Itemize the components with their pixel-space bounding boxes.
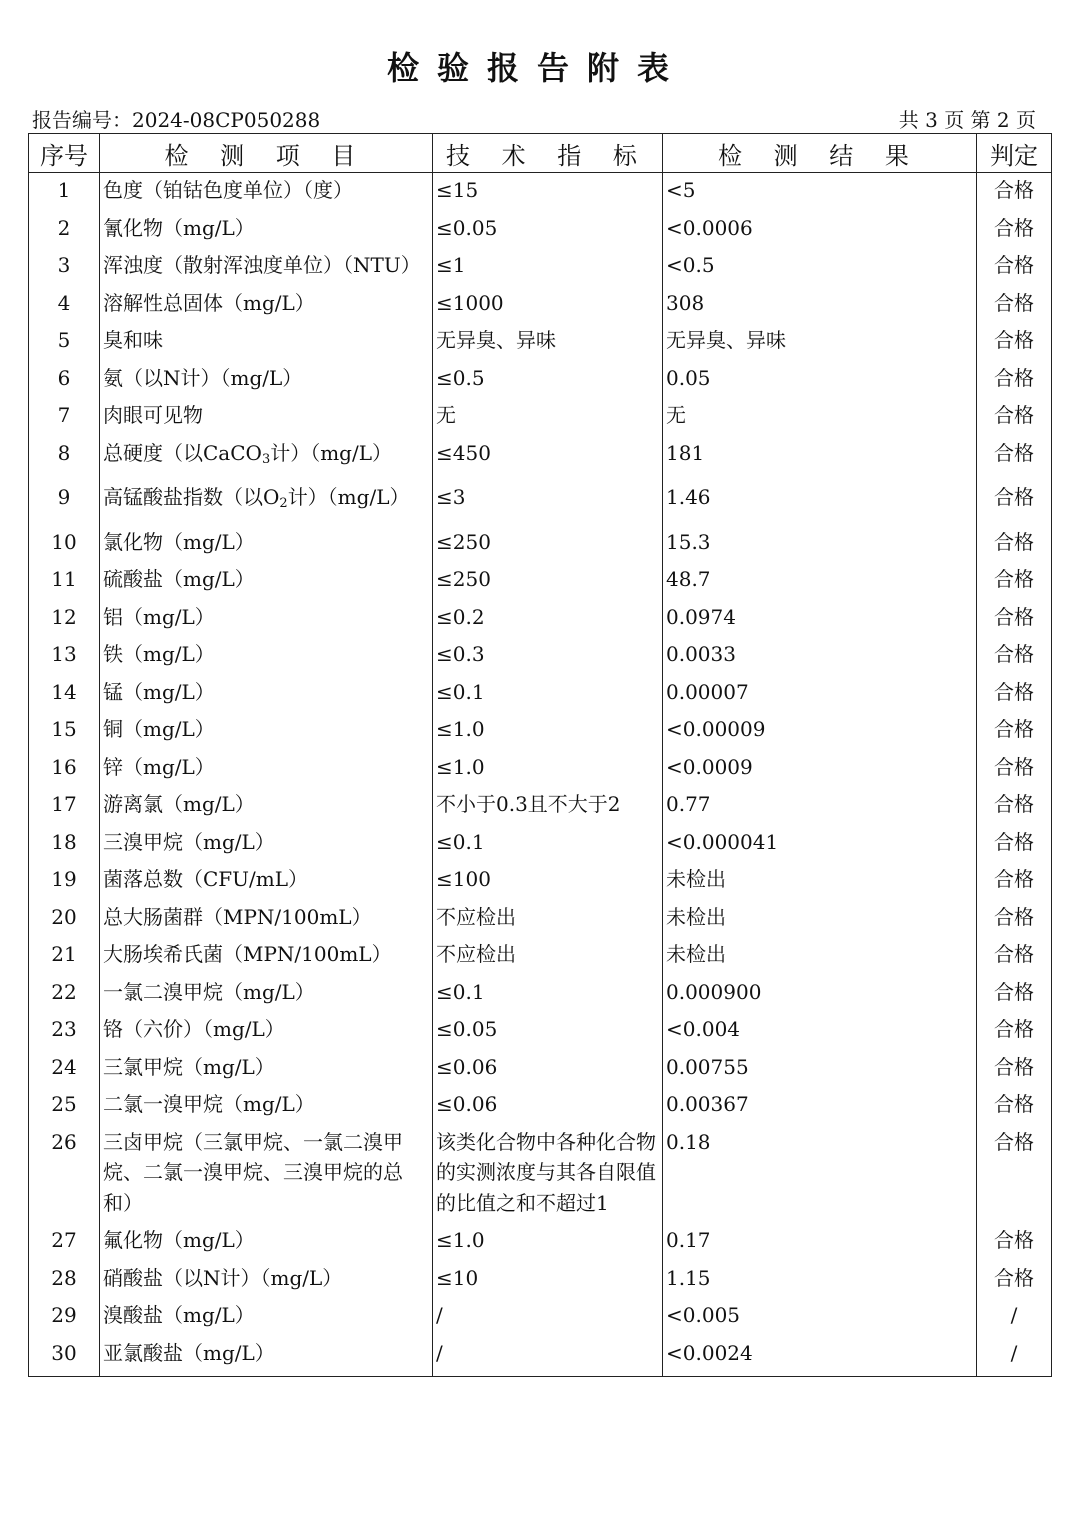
- row-result: 未检出: [663, 937, 977, 975]
- row-item: [100, 436, 433, 481]
- row-standard: ≤0.06: [433, 1050, 663, 1088]
- row-standard: 不小于0.3且不大于2: [433, 787, 663, 825]
- row-item: 铜（mg/L）: [100, 712, 433, 750]
- row-item: 大肠埃希氏菌（MPN/100mL）: [100, 937, 433, 975]
- row-number: 27: [29, 1223, 100, 1261]
- table-body: [29, 173, 1052, 1377]
- table-row: [29, 1298, 1052, 1336]
- row-standard: ≤1: [433, 248, 663, 286]
- row-judgement: 合格: [977, 211, 1052, 249]
- row-number: 22: [29, 975, 100, 1013]
- header-item: 检 测 项 目: [100, 134, 433, 173]
- row-judgement: 合格: [977, 173, 1052, 211]
- row-standard: /: [433, 1336, 663, 1377]
- row-number: 11: [29, 562, 100, 600]
- row-item-subscript: 2: [279, 496, 288, 511]
- table-row: [29, 787, 1052, 825]
- row-result: 未检出: [663, 900, 977, 938]
- page-info: 共 3 页 第 2 页: [898, 108, 1036, 132]
- row-item: 铝（mg/L）: [100, 600, 433, 638]
- row-item-text: 高锰酸盐指数（以O: [103, 485, 280, 509]
- table-row: [29, 1223, 1052, 1261]
- row-judgement: 合格: [977, 1125, 1052, 1224]
- row-number: 30: [29, 1336, 100, 1377]
- row-result: <0.005: [663, 1298, 977, 1336]
- row-result: 0.000900: [663, 975, 977, 1013]
- table-row: [29, 173, 1052, 211]
- row-judgement: 合格: [977, 637, 1052, 675]
- row-result: <0.0006: [663, 211, 977, 249]
- row-result: 无异臭、异味: [663, 323, 977, 361]
- row-item: 氨（以N计）（mg/L）: [100, 361, 433, 399]
- row-judgement: 合格: [977, 525, 1052, 563]
- row-number: 10: [29, 525, 100, 563]
- header-standard: 技 术 指 标: [433, 134, 663, 173]
- row-item: 三氯甲烷（mg/L）: [100, 1050, 433, 1088]
- row-result: <0.004: [663, 1012, 977, 1050]
- table-row: [29, 323, 1052, 361]
- row-judgement: 合格: [977, 750, 1052, 788]
- row-judgement: 合格: [977, 675, 1052, 713]
- row-result: 15.3: [663, 525, 977, 563]
- row-item: 亚氯酸盐（mg/L）: [100, 1336, 433, 1377]
- report-number-value: 2024-08CP050288: [132, 108, 321, 132]
- row-standard: ≤0.05: [433, 211, 663, 249]
- results-table: [28, 133, 1052, 1377]
- table-row: [29, 398, 1052, 436]
- row-standard: ≤450: [433, 436, 663, 481]
- table-row: [29, 1336, 1052, 1377]
- table-row: [29, 1087, 1052, 1125]
- row-result: 0.0033: [663, 637, 977, 675]
- row-standard: ≤0.5: [433, 361, 663, 399]
- row-item: 三溴甲烷（mg/L）: [100, 825, 433, 863]
- row-item: 肉眼可见物: [100, 398, 433, 436]
- row-judgement: 合格: [977, 361, 1052, 399]
- row-number: 28: [29, 1261, 100, 1299]
- table-row: [29, 436, 1052, 481]
- row-standard: ≤3: [433, 480, 663, 525]
- row-item: 锰（mg/L）: [100, 675, 433, 713]
- row-standard: ≤1.0: [433, 712, 663, 750]
- row-number: 23: [29, 1012, 100, 1050]
- row-standard: 无: [433, 398, 663, 436]
- row-standard: 无异臭、异味: [433, 323, 663, 361]
- row-judgement: 合格: [977, 1012, 1052, 1050]
- table-row: [29, 211, 1052, 249]
- row-number: 9: [29, 480, 100, 525]
- row-number: 4: [29, 286, 100, 324]
- row-result: 308: [663, 286, 977, 324]
- table-row: [29, 361, 1052, 399]
- header-result: 检 测 结 果: [663, 134, 977, 173]
- row-result: <0.5: [663, 248, 977, 286]
- row-result: <0.00009: [663, 712, 977, 750]
- row-number: 18: [29, 825, 100, 863]
- row-result: 0.18: [663, 1125, 977, 1224]
- row-judgement: /: [977, 1298, 1052, 1336]
- row-result: 0.17: [663, 1223, 977, 1261]
- row-item: 色度（铂钴色度单位）（度）: [100, 173, 433, 211]
- row-number: 19: [29, 862, 100, 900]
- row-number: 15: [29, 712, 100, 750]
- row-number: 1: [29, 173, 100, 211]
- row-item: 氟化物（mg/L）: [100, 1223, 433, 1261]
- row-judgement: 合格: [977, 248, 1052, 286]
- row-standard: ≤1000: [433, 286, 663, 324]
- row-result: 1.15: [663, 1261, 977, 1299]
- row-number: 29: [29, 1298, 100, 1336]
- row-number: 13: [29, 637, 100, 675]
- row-item: 氯化物（mg/L）: [100, 525, 433, 563]
- table-row: [29, 825, 1052, 863]
- row-result: 未检出: [663, 862, 977, 900]
- row-standard: ≤250: [433, 562, 663, 600]
- row-item: 臭和味: [100, 323, 433, 361]
- row-number: 24: [29, 1050, 100, 1088]
- row-item: 菌落总数（CFU/mL）: [100, 862, 433, 900]
- row-judgement: 合格: [977, 1087, 1052, 1125]
- row-judgement: 合格: [977, 712, 1052, 750]
- row-standard: ≤15: [433, 173, 663, 211]
- row-number: 8: [29, 436, 100, 481]
- row-judgement: 合格: [977, 286, 1052, 324]
- row-result: <0.0024: [663, 1336, 977, 1377]
- row-item: 三卤甲烷（三氯甲烷、一氯二溴甲烷、二氯一溴甲烷、三溴甲烷的总和）: [100, 1125, 433, 1224]
- row-result: 48.7: [663, 562, 977, 600]
- row-number: 21: [29, 937, 100, 975]
- row-item-subscript: 3: [261, 451, 271, 467]
- row-number: 3: [29, 248, 100, 286]
- report-number: [32, 107, 320, 133]
- row-item: 硫酸盐（mg/L）: [100, 562, 433, 600]
- row-judgement: /: [977, 1336, 1052, 1377]
- row-judgement: 合格: [977, 1223, 1052, 1261]
- row-standard: ≤10: [433, 1261, 663, 1299]
- row-result: 0.77: [663, 787, 977, 825]
- row-number: 17: [29, 787, 100, 825]
- row-standard: 不应检出: [433, 937, 663, 975]
- row-item: 硝酸盐（以N计）（mg/L）: [100, 1261, 433, 1299]
- row-judgement: 合格: [977, 323, 1052, 361]
- row-number: 20: [29, 900, 100, 938]
- table-row: [29, 637, 1052, 675]
- row-item: 一氯二溴甲烷（mg/L）: [100, 975, 433, 1013]
- table-row: [29, 525, 1052, 563]
- report-title: 检验报告附表: [386, 49, 687, 87]
- row-standard: ≤1.0: [433, 1223, 663, 1261]
- row-result: 无: [663, 398, 977, 436]
- table-row: [29, 675, 1052, 713]
- table-row: [29, 600, 1052, 638]
- row-result: 0.00367: [663, 1087, 977, 1125]
- row-result: <5: [663, 173, 977, 211]
- row-standard: ≤0.1: [433, 975, 663, 1013]
- row-number: 12: [29, 600, 100, 638]
- row-judgement: 合格: [977, 975, 1052, 1013]
- row-judgement: 合格: [977, 600, 1052, 638]
- table-row: [29, 1125, 1052, 1224]
- row-result: 0.00007: [663, 675, 977, 713]
- row-result: 1.46: [663, 480, 977, 525]
- row-standard: 该类化合物中各种化合物的实测浓度与其各自限值的比值之和不超过1: [433, 1125, 663, 1224]
- row-judgement: 合格: [977, 1050, 1052, 1088]
- row-item-text-suffix: 计）（mg/L）: [270, 440, 393, 465]
- row-item: 溶解性总固体（mg/L）: [100, 286, 433, 324]
- table-row: [29, 862, 1052, 900]
- row-standard: ≤250: [433, 525, 663, 563]
- row-item-text: 总硬度（以CaCO: [103, 440, 262, 465]
- row-item: 二氯一溴甲烷（mg/L）: [100, 1087, 433, 1125]
- header-no: 序号: [29, 134, 100, 173]
- table-row: [29, 712, 1052, 750]
- row-standard: ≤0.1: [433, 675, 663, 713]
- row-judgement: 合格: [977, 480, 1052, 525]
- row-item: 溴酸盐（mg/L）: [100, 1298, 433, 1336]
- row-result: <0.000041: [663, 825, 977, 863]
- row-number: 6: [29, 361, 100, 399]
- table-row: [29, 562, 1052, 600]
- row-standard: ≤0.2: [433, 600, 663, 638]
- row-item-text-suffix: 计）（mg/L）: [287, 485, 410, 509]
- row-judgement: 合格: [977, 398, 1052, 436]
- row-judgement: 合格: [977, 436, 1052, 481]
- row-item: 总大肠菌群（MPN/100mL）: [100, 900, 433, 938]
- row-judgement: 合格: [977, 825, 1052, 863]
- row-item: 游离氯（mg/L）: [100, 787, 433, 825]
- row-number: 7: [29, 398, 100, 436]
- row-standard: ≤0.05: [433, 1012, 663, 1050]
- header-judgement: 判定: [977, 134, 1052, 173]
- table-row: [29, 750, 1052, 788]
- row-result: 0.0974: [663, 600, 977, 638]
- row-item: 铁（mg/L）: [100, 637, 433, 675]
- row-standard: ≤100: [433, 862, 663, 900]
- row-standard: ≤0.1: [433, 825, 663, 863]
- row-item: 浑浊度（散射浑浊度单位）（NTU）: [100, 248, 433, 286]
- row-item: 锌（mg/L）: [100, 750, 433, 788]
- row-number: 16: [29, 750, 100, 788]
- row-number: 25: [29, 1087, 100, 1125]
- row-number: 26: [29, 1125, 100, 1224]
- row-result: <0.0009: [663, 750, 977, 788]
- row-standard: /: [433, 1298, 663, 1336]
- row-judgement: 合格: [977, 900, 1052, 938]
- table-row: [29, 975, 1052, 1013]
- row-number: 2: [29, 211, 100, 249]
- table-row: [29, 1261, 1052, 1299]
- row-standard: ≤0.3: [433, 637, 663, 675]
- row-judgement: 合格: [977, 1261, 1052, 1299]
- row-number: 14: [29, 675, 100, 713]
- row-judgement: 合格: [977, 937, 1052, 975]
- row-result: 0.05: [663, 361, 977, 399]
- table-row: [29, 937, 1052, 975]
- row-number: 5: [29, 323, 100, 361]
- row-item: 氰化物（mg/L）: [100, 211, 433, 249]
- row-standard: 不应检出: [433, 900, 663, 938]
- row-judgement: 合格: [977, 862, 1052, 900]
- table-row: [29, 1050, 1052, 1088]
- row-standard: ≤0.06: [433, 1087, 663, 1125]
- row-judgement: 合格: [977, 787, 1052, 825]
- row-result: 0.00755: [663, 1050, 977, 1088]
- row-standard: ≤1.0: [433, 750, 663, 788]
- row-item: [100, 480, 433, 525]
- table-row: [29, 248, 1052, 286]
- table-row: [29, 1012, 1052, 1050]
- row-item: 铬（六价）（mg/L）: [100, 1012, 433, 1050]
- table-header-row: [29, 134, 1052, 173]
- table-row: [29, 900, 1052, 938]
- row-judgement: 合格: [977, 562, 1052, 600]
- table-row: [29, 480, 1052, 525]
- row-result: 181: [663, 436, 977, 481]
- table-row: [29, 286, 1052, 324]
- report-number-label: 报告编号：: [32, 108, 132, 132]
